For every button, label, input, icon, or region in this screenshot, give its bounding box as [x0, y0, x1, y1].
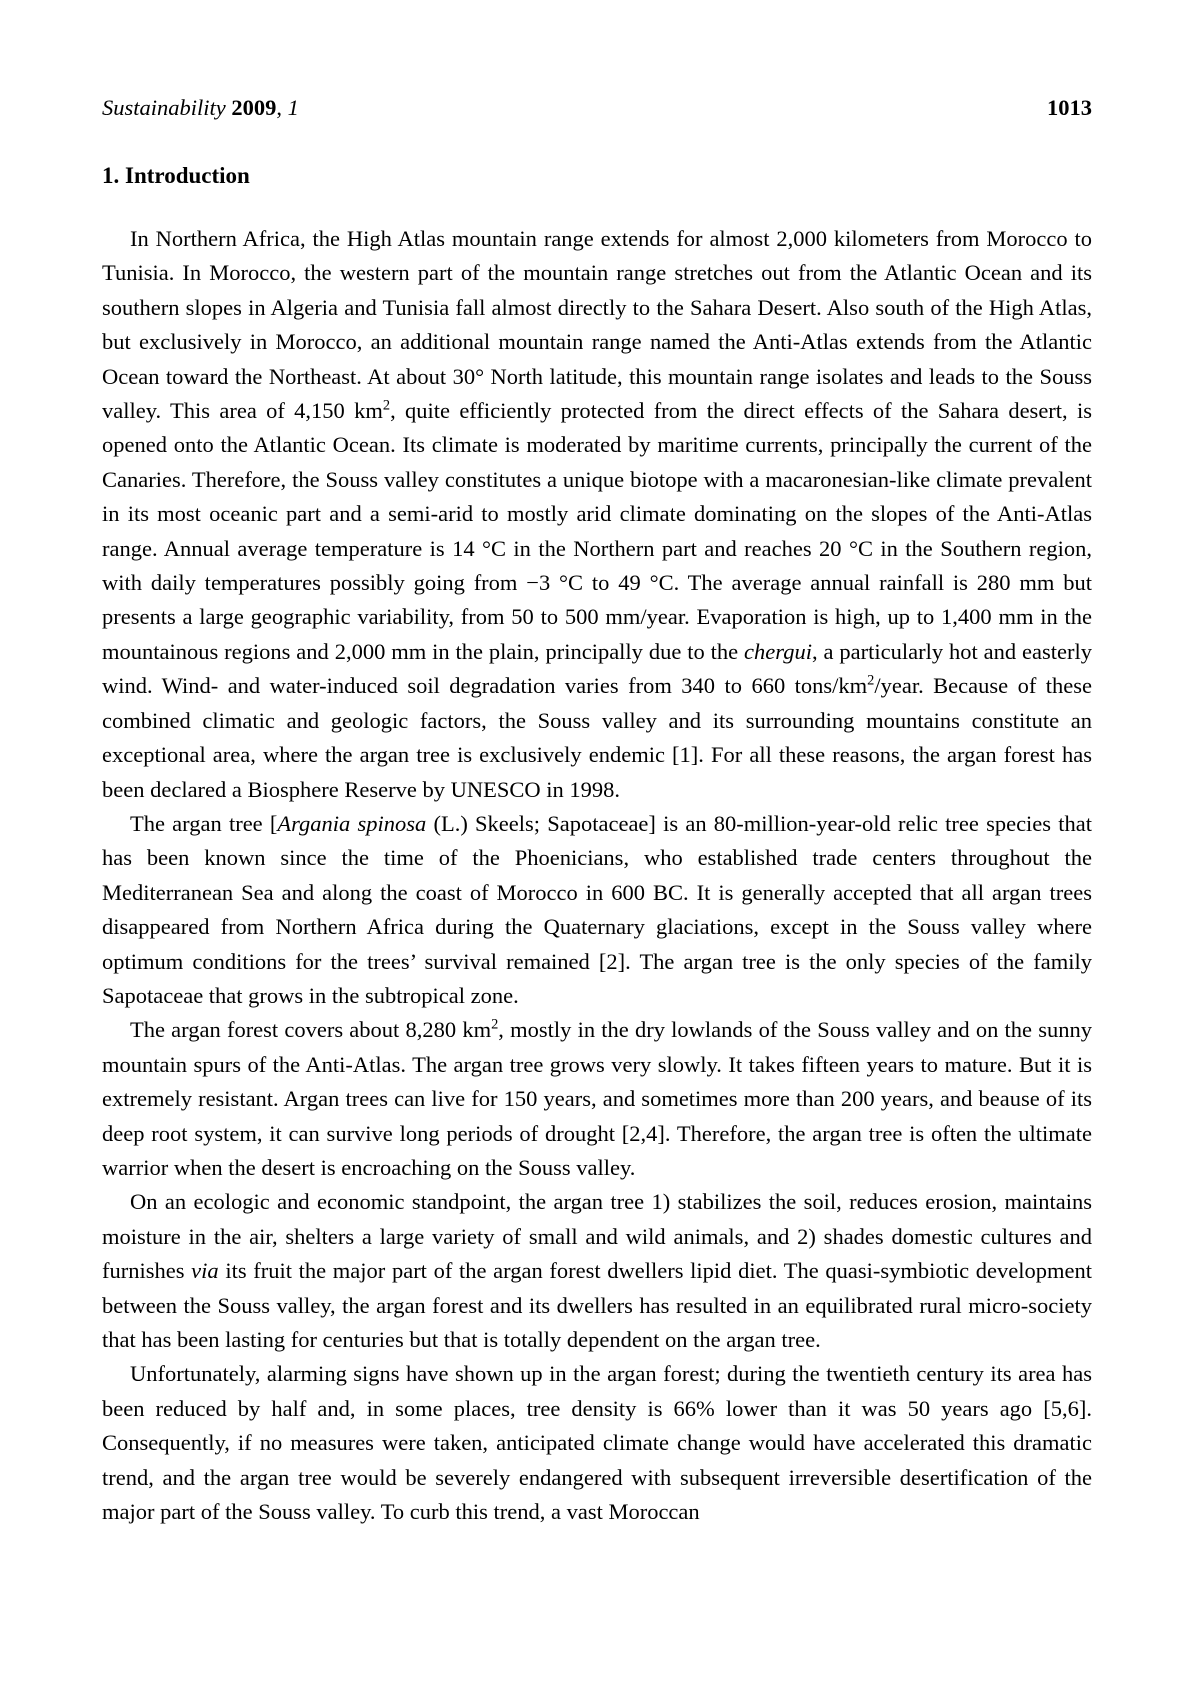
paragraph: The argan forest covers about 8,280 $km^2$, mostly in the dry lowlands of the Souss valley and on the sunny mountain spurs of the Anti-Atlas. The argan tree grows very slowly. It takes fifteen years to mature. But it is extremely resistant. Argan trees can live for 150 years, and sometimes more than 200 years, and beause of its deep root system, it can survive long periods of drought [2,4]. Therefore, the argan tree is often the ultimate warrior when the desert is encroaching on the Souss valley.: [102, 1016, 1092, 1180]
section-heading: 1. Introduction: [102, 163, 250, 188]
paragraph: On an ecologic and economic standpoint, the argan tree 1) stabilizes the soil, reduces erosion, maintains moisture in the air, shelters a large variety of small and wild animals, and 2) shades domestic cultures and furnishes via its fruit the major part of the argan forest dwellers lipid diet. The quasi-symbiotic development between the Souss valley, the argan forest and its dwellers has resulted in an equilibrated rural micro-society that has been lasting for centuries but that is totally dependent on the argan tree.: [102, 1189, 1092, 1352]
running-header: [102, 94, 1092, 121]
paragraph: In Northern Africa, the High Atlas mountain range extends for almost 2,000 kilometers from Morocco to Tunisia. In Morocco, the western part of the mountain range stretches out from the Atlantic Ocean and its southern slopes in Algeria and Tunisia fall almost directly to the Sahara Desert. Also south of the High Atlas, but exclusively in Morocco, an additional mountain range named the Anti-Atlas extends from the Atlantic Ocean toward the Northeast. At about 30° North latitude, this mountain range isolates and leads to the Souss valley. This area of 4,150 $km^2$, quite efficiently protected from the direct effects of the Sahara desert, is opened onto the Atlantic Ocean. Its climate is moderated by maritime currents, principally the current of the Canaries. Therefore, the Souss valley constitutes a unique biotope with a macaronesian-like climate prevalent in its most oceanic part and a semi-arid to mostly arid climate dominating on the slopes of the Anti-Atlas range. Annual average temperature is 14 °C in the Northern part and reaches 20 °C in the Southern region, with daily temperatures possibly going from −3 °C to 49 °C. The average annual rainfall is 280 mm but presents a large geographic variability, from 50 to 500 mm/year. Evaporation is high, up to 1,400 mm in the mountainous regions and 2,000 mm in the plain, principally due to the chergui, a particularly hot and easterly wind. Wind- and water-induced soil degradation varies from 340 to 660 tons/$km^2$/year. Because of these combined climatic and geologic factors, the Souss valley and its surrounding mountains constitute an exceptional area, where the argan tree is exclusively endemic [1]. For all these reasons, the argan forest has been declared a Biosphere Reserve by UNESCO in 1998.: [102, 226, 1092, 802]
journal-citation: Sustainability 2009, 1: [102, 95, 299, 120]
paragraph: Unfortunately, alarming signs have shown up in the argan forest; during the twentieth century its area has been reduced by half and, in some places, tree density is 66% lower than it was 50 years ago [5,6]. Consequently, if no measures were taken, anticipated climate change would have accelerated this dramatic trend, and the argan tree would be severely endangered with subsequent irreversible desertification of the major part of the Souss valley. To curb this trend, a vast Moroccan: [102, 1361, 1092, 1525]
page-number: 1013: [1047, 95, 1092, 120]
paragraph: The argan tree [Argania spinosa (L.) Skeels; Sapotaceae] is an 80-million-year-old relic tree species that has been known since the time of the Phoenicians, who established trade centers throughout the Mediterranean Sea and along the coast of Morocco in 600 BC. It is generally accepted that all argan trees disappeared from Northern Africa during the Quaternary glaciations, except in the Souss valley where optimum conditions for the trees’ survival remained [2]. The argan tree is the only species of the family Sapotaceae that grows in the subtropical zone.: [102, 810, 1092, 1008]
article-body: [102, 222, 1092, 1529]
